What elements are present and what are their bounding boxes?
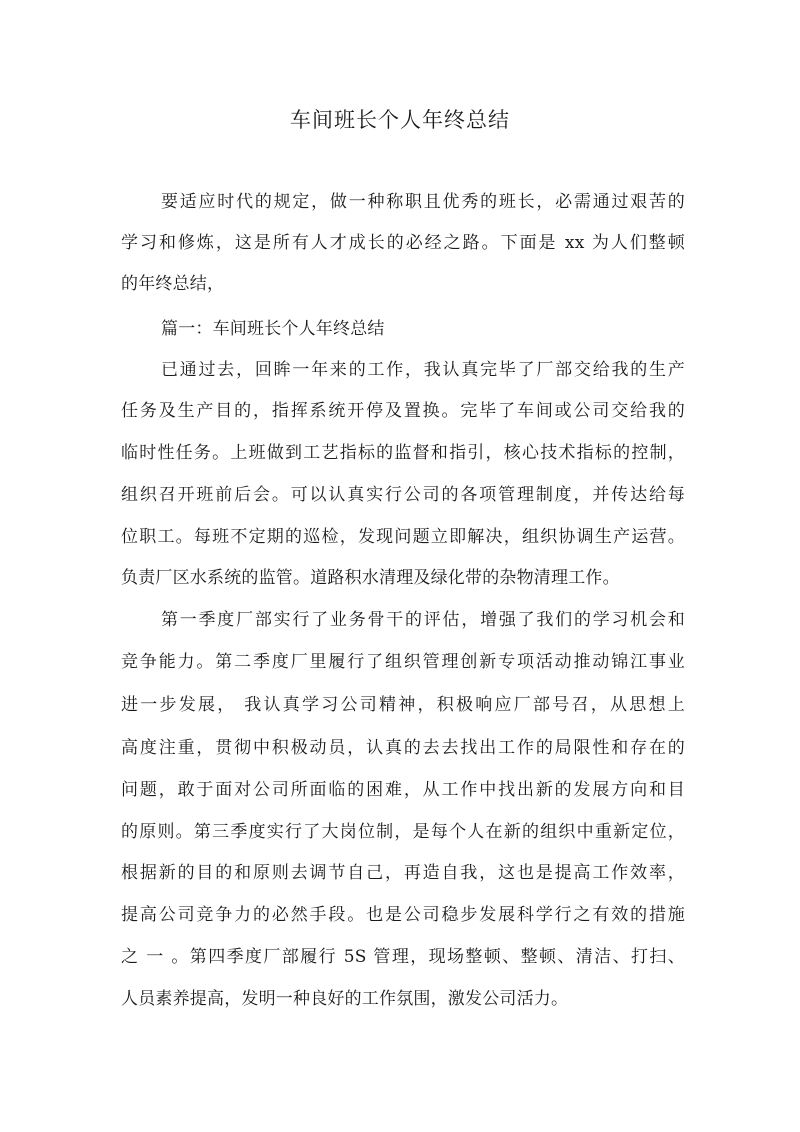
paragraph-1-line-2: 学习和修炼，这是所有人才成长的必经之路。下面是 xx 为人们整顿: [121, 233, 685, 253]
paragraph-4-line-2: 竞争能力。第二季度厂里履行了组织管理创新专项活动推动锦江事业: [121, 652, 685, 672]
paragraph-4-line-10: 人员素养提高，发明一种良好的工作氛围，激发公司活力。: [121, 989, 569, 1009]
paragraph-4-line-8: 提高公司竞争力的必然手段。也是公司稳步发展科学行之有效的措施: [121, 905, 685, 925]
paragraph-1-line-3: 的年终总结，: [121, 274, 225, 294]
paragraph-4-line-9: 之 一 。第四季度厂部履行 5S 管理，现场整顿、整顿、清洁、打扫、: [121, 947, 685, 967]
paragraph-4-line-5: 问题，敢于面对公司所面临的困难，从工作中找出新的发展方向和目: [121, 780, 685, 800]
document-title: 车间班长个人年终总结: [290, 108, 510, 132]
paragraph-3-line-6: 负责厂区水系统的监管。道路积水清理及绿化带的杂物清理工作。: [121, 568, 620, 588]
paragraph-3-line-4: 组织召开班前后会。可以认真实行公司的各项管理制度，并传达给每: [121, 485, 685, 505]
paragraph-3-line-2: 任务及生产目的，指挥系统开停及置换。完毕了车间或公司交给我的: [121, 401, 685, 421]
paragraph-4-line-1: 第一季度厂部实行了业务骨干的评估，增强了我们的学习机会和: [161, 610, 685, 630]
section-heading: 篇一：车间班长个人年终总结: [161, 319, 385, 339]
paragraph-4-line-3: 进一步发展， 我认真学习公司精神，积极响应厂部号召，从思想上: [121, 695, 685, 715]
paragraph-4-line-7: 根据新的目的和原则去调节自己，再造自我，这也是提高工作效率，: [121, 863, 685, 883]
paragraph-4-line-6: 的原则。第三季度实行了大岗位制，是每个人在新的组织中重新定位，: [121, 822, 685, 842]
paragraph-4-line-4: 高度注重，贯彻中积极动员，认真的去去找出工作的局限性和存在的: [121, 738, 685, 758]
paragraph-1-line-1: 要适应时代的规定，做一种称职且优秀的班长，必需通过艰苦的: [161, 192, 685, 212]
paragraph-3-line-1: 已通过去，回眸一年来的工作，我认真完毕了厂部交给我的生产: [161, 360, 685, 380]
paragraph-3-line-5: 位职工。每班不定期的巡检，发现问题立即解决，组织协调生产运营。: [121, 527, 685, 547]
paragraph-3-line-3: 临时性任务。上班做到工艺指标的监督和指引，核心技术指标的控制，: [121, 443, 685, 463]
